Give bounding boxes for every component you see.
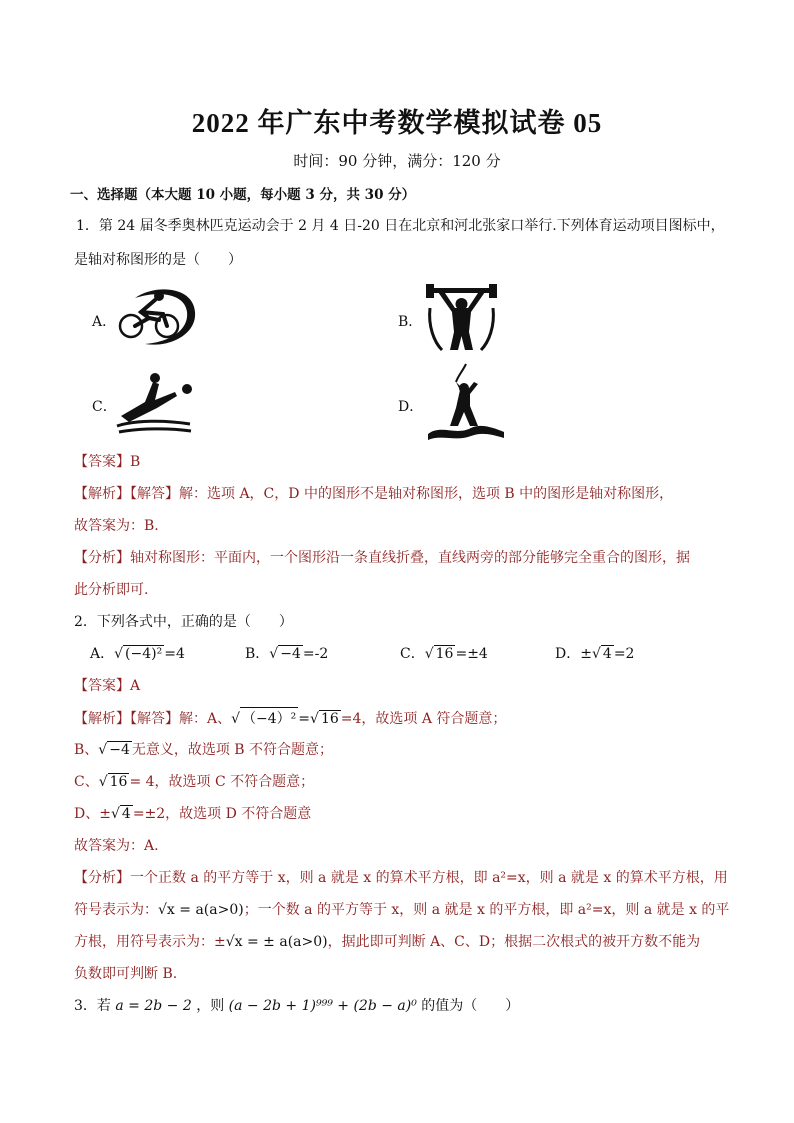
q2-fenxi-line2-prefix: 符号表示为： [74,902,158,918]
q2-analysis-a-equals: = [298,711,311,727]
q2-fenxi-line3-prefix: 方根，用符号表示为：± [74,934,226,950]
q2-stem: 2．下列各式中，正确的是（ ） [74,614,293,630]
q2-analysis-d-prefix: D、± [74,806,111,822]
q2-analysis-b-prefix: B、 [74,742,99,758]
radical-icon: √ [114,646,124,662]
q1-option-c-label: C． [92,399,117,415]
q2-answer: 【答案】A [74,678,141,694]
radical-icon: √ [158,902,167,918]
q1-fenxi-line2: 此分析即可. [74,582,149,598]
volleyball-icon [115,368,200,438]
golf-icon [426,362,506,442]
q2-analysis-b-suffix: 无意义，故选项 B 不符合题意； [131,742,334,758]
q2-option-b-label: B． [245,646,270,662]
q2-option-c-radicand: 16 [435,646,454,662]
q2-option-d-radicand: 4 [602,646,612,662]
q2-option-c-label: C． [400,646,425,662]
q2-analysis-c-radicand: 16 [109,774,128,790]
q2-fenxi-formula2: x = ± a(a>0) [234,934,328,950]
q2-analysis-a-suffix: =4，故选项 A 符合题意； [340,711,507,727]
radical-icon: √ [98,774,108,790]
q2-option-a-radicand: (−4)² [125,646,163,662]
q3-suffix: 的值为（ ） [421,998,520,1014]
q2-fenxi-line3 [74,931,700,951]
q1-option-d-label: D． [398,399,424,415]
q2-fenxi-line2 [74,899,729,919]
q2-option-d-label: D．± [555,646,592,662]
q2-fenxi-formula1: x = a(a>0) [166,902,244,918]
q2-option-c-value: =±4 [455,646,488,662]
q2-analysis-d [74,803,311,823]
q2-option-c [400,643,488,663]
q2-analysis-c-prefix: C、 [74,774,99,790]
q2-analysis-d-suffix: =±2，故选项 D 不符合题意 [132,806,312,822]
q3-prefix: 3．若 [74,998,111,1014]
radical-icon: √ [310,711,319,727]
q1-option-a-label: A． [92,314,117,330]
q3-stem [74,995,519,1015]
q2-analysis-a-radicand: （−4）² [240,707,298,728]
q2-fenxi-line4: 负数即可判断 B. [74,966,178,982]
q1-analysis-line2: 故答案为：B. [74,518,159,534]
q2-fenxi-line3-suffix: ，据此即可判断 A、C、D；根据二次根式的被开方数不能为 [327,934,701,950]
q2-analysis-a-prefix: 【解析】【解答】解：A、 [74,711,232,727]
weightlifting-icon [424,282,499,354]
q2-option-d-value: =2 [613,646,635,662]
radical-icon: √ [424,646,434,662]
q2-analysis-conclusion: 故答案为：A. [74,838,159,854]
q2-analysis-a-radicand2: 16 [320,711,339,727]
q2-option-b-value: =-2 [302,646,329,662]
q1-option-b-label: B． [398,314,423,330]
q2-analysis-c [74,771,314,791]
q2-option-a-label: A． [90,646,115,662]
section-heading: 一、选择题（本大题 10 小题，每小题 3 分，共 30 分） [70,187,416,203]
page-title: 2022 年广东中考数学模拟试卷 05 [191,108,603,138]
q2-option-a-value: =4 [164,646,185,662]
radical-icon: √ [110,806,120,822]
q3-expression: (a − 2b + 1)⁹⁹⁹ + (2b − a)⁰ [228,998,417,1014]
exam-info: 时间：90 分钟，满分：120 分 [293,152,501,170]
q2-analysis-d-radicand: 4 [121,806,131,822]
radical-icon: √ [225,934,235,950]
radical-icon: √ [269,646,279,662]
q2-analysis-c-suffix: = 4，故选项 C 不符合题意； [129,774,315,790]
radical-icon: √ [231,711,241,727]
cycling-icon [115,282,200,350]
q2-option-a [90,643,185,663]
q2-analysis-b [74,739,333,759]
q2-fenxi-line2-suffix: ；一个数 a 的平方等于 x，则 a 就是 x 的平方根，即 a²=x，则 a 就是 x 的平 [243,902,730,918]
radical-icon: √ [591,646,601,662]
q2-option-d [555,643,634,663]
q2-analysis-a [74,707,506,728]
q1-stem-line2: 是轴对称图形的是（ ） [74,252,242,268]
q1-fenxi-line1: 【分析】轴对称图形：平面内，一个图形沿一条直线折叠，直线两旁的部分能够完全重合的图形，据 [74,550,690,566]
q2-fenxi-line1: 【分析】一个正数 a 的平方等于 x，则 a 就是 x 的算术平方根，即 a²=x，则 a 就是 x 的算术平方根，用 [74,870,728,886]
q3-mid: ，则 [196,998,225,1014]
radical-icon: √ [98,742,108,758]
q1-stem-line1: 1．第 24 届冬季奥林匹克运动会于 2 月 4 日-20 日在北京和河北张家口举行.下列体育运动项目图标中， [76,218,725,234]
q1-answer: 【答案】B [74,454,141,470]
q1-analysis-line1: 【解析】【解答】解：选项 A，C，D 中的图形不是轴对称图形，选项 B 中的图形是轴对称图形， [74,486,674,502]
q2-option-b [245,643,328,663]
q2-option-b-radicand: −4 [280,646,301,662]
q3-condition: a = 2b − 2 [115,998,192,1014]
q2-analysis-b-radicand: −4 [109,742,130,758]
